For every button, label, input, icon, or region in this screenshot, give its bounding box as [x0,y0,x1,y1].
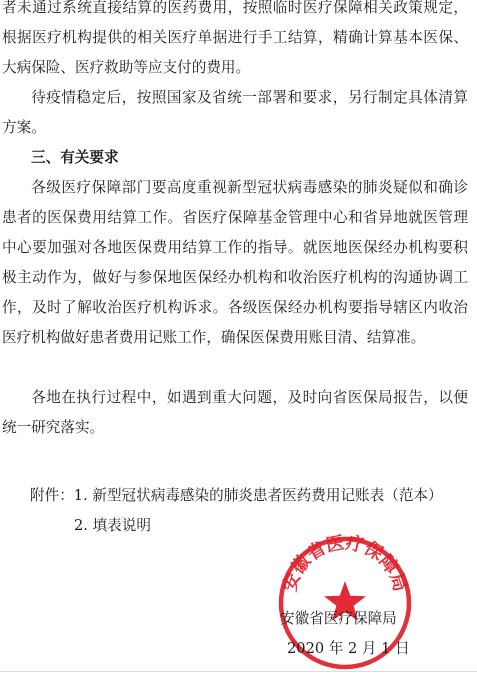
paragraph-requirements: 各级医疗保障部门要高度重视新型冠状病毒感染的肺炎疑似和确诊患者的医保费用结算工作。省医疗保障基金管理中心和省异地就医管理中心要加强对各地医保费用结算工作的指导。就医地医保经办机构要积极主动作为，做好与参保地医保经办机构和收治医疗机构的沟通协调工作，及时了解收治医疗机构诉求。各级医保经办机构要指导辖区内收治医疗机构做好患者费用记账工作，确保医保费用账目清、结算准。 [2,179,468,346]
issue-date: 2020 年 2 月 1 日 [287,640,410,657]
attachment-item-2: 2. 填表说明 [74,517,151,534]
seal-text: 安徽省医疗保障局 [279,533,411,594]
issuer-name: 安徽省医疗保障局 [280,610,397,627]
paragraph-clearing-plan: 待疫情稳定后，按照国家及省统一部署和要求，另行制定具体清算方案。 [2,89,468,136]
attachment-item-1: 附件：1. 新型冠状病毒感染的肺炎患者医药费用记账表（范本） [30,487,443,504]
paragraph-settlement: 者未通过系统直接结算的医药费用，按照临时医疗保障相关政策规定，根据医疗机构提供的相关医疗单据进行手工结算，精确计算基本医保、大病保险、医疗救助等应支付的费用。 [2,0,468,76]
paragraph-reporting: 各地在执行过程中，如遇到重大问题，及时向省医保局报告，以便统一研究落实。 [2,389,468,436]
section-heading-requirements: 三、有关要求 [31,149,119,166]
page-bottom-divider [0,671,477,672]
